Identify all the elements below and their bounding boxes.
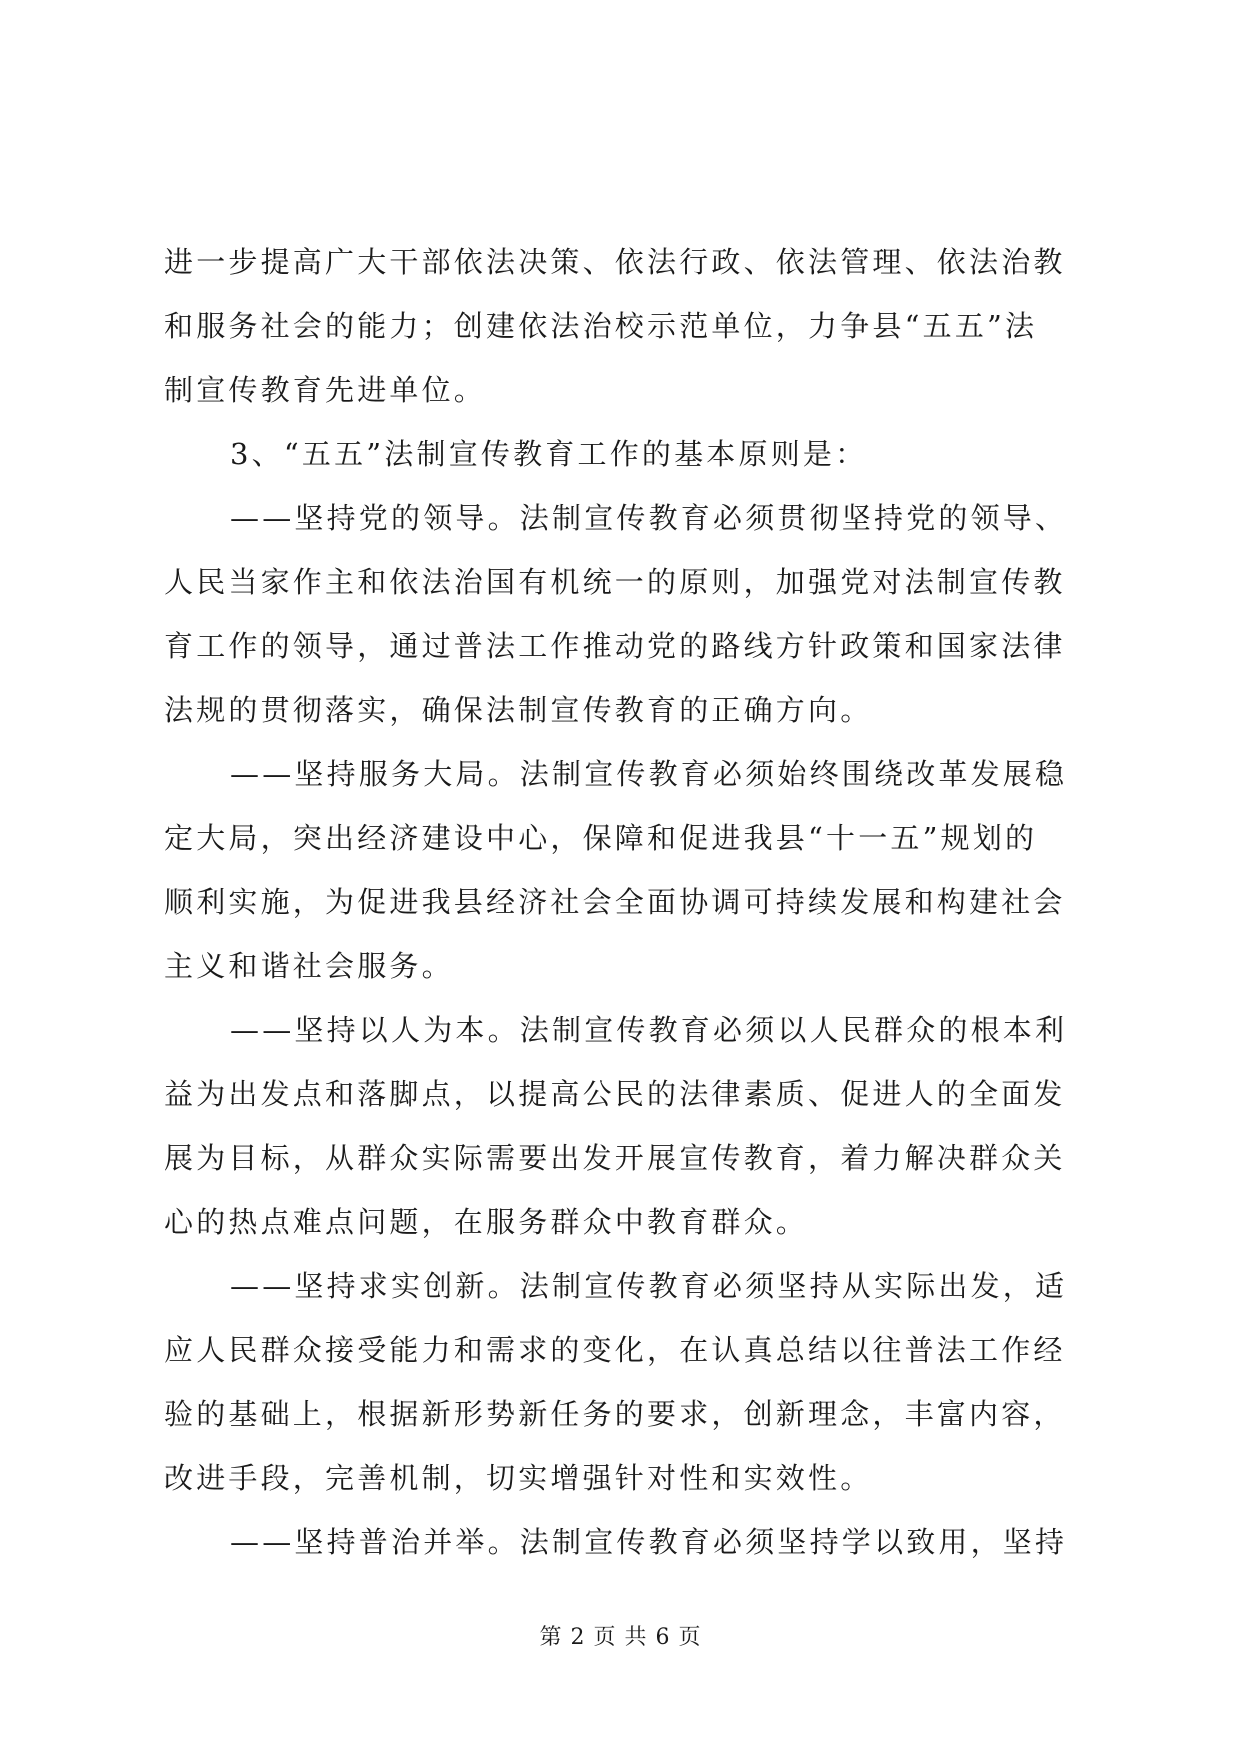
text-line: 和服务社会的能力；创建依法治校示范单位，力争县“五五”法 [164, 309, 1038, 343]
text-line: 验的基础上，根据新形势新任务的要求，创新理念，丰富内容， [164, 1397, 1066, 1431]
text-line: 制宣传教育先进单位。 [164, 373, 487, 407]
text-line: 3、“五五”法制宣传教育工作的基本原则是： [230, 437, 868, 471]
text-line: 进一步提高广大干部依法决策、依法行政、依法管理、依法治教 [164, 245, 1066, 279]
text-line: 顺利实施，为促进我县经济社会全面协调可持续发展和构建社会 [164, 885, 1066, 919]
text-line: 人民当家作主和依法治国有机统一的原则，加强党对法制宣传教 [164, 565, 1066, 599]
body-text [164, 230, 1084, 1574]
text-line: 应人民群众接受能力和需求的变化，在认真总结以往普法工作经 [164, 1333, 1066, 1367]
text-line: ——坚持普治并举。法制宣传教育必须坚持学以致用，坚持 [230, 1525, 1068, 1559]
text-line: 改进手段，完善机制，切实增强针对性和实效性。 [164, 1461, 873, 1495]
text-line: 展为目标，从群众实际需要出发开展宣传教育，着力解决群众关 [164, 1141, 1066, 1175]
text-line: 主义和谐社会服务。 [164, 949, 454, 983]
text-line: 定大局，突出经济建设中心，保障和促进我县“十一五”规划的 [164, 821, 1038, 855]
page-footer: 第 2 页 共 6 页 [539, 1625, 702, 1650]
text-line: ——坚持党的领导。法制宣传教育必须贯彻坚持党的领导、 [230, 501, 1068, 535]
text-line: ——坚持求实创新。法制宣传教育必须坚持从实际出发，适 [230, 1269, 1068, 1303]
text-line: 益为出发点和落脚点，以提高公民的法律素质、促进人的全面发 [164, 1077, 1066, 1111]
text-line: 心的热点难点问题，在服务群众中教育群众。 [164, 1205, 809, 1239]
text-line: 法规的贯彻落实，确保法制宣传教育的正确方向。 [164, 693, 873, 727]
text-line: ——坚持服务大局。法制宣传教育必须始终围绕改革发展稳 [230, 757, 1068, 791]
text-line: 育工作的领导，通过普法工作推动党的路线方针政策和国家法律 [164, 629, 1066, 663]
text-line: ——坚持以人为本。法制宣传教育必须以人民群众的根本利 [230, 1013, 1068, 1047]
